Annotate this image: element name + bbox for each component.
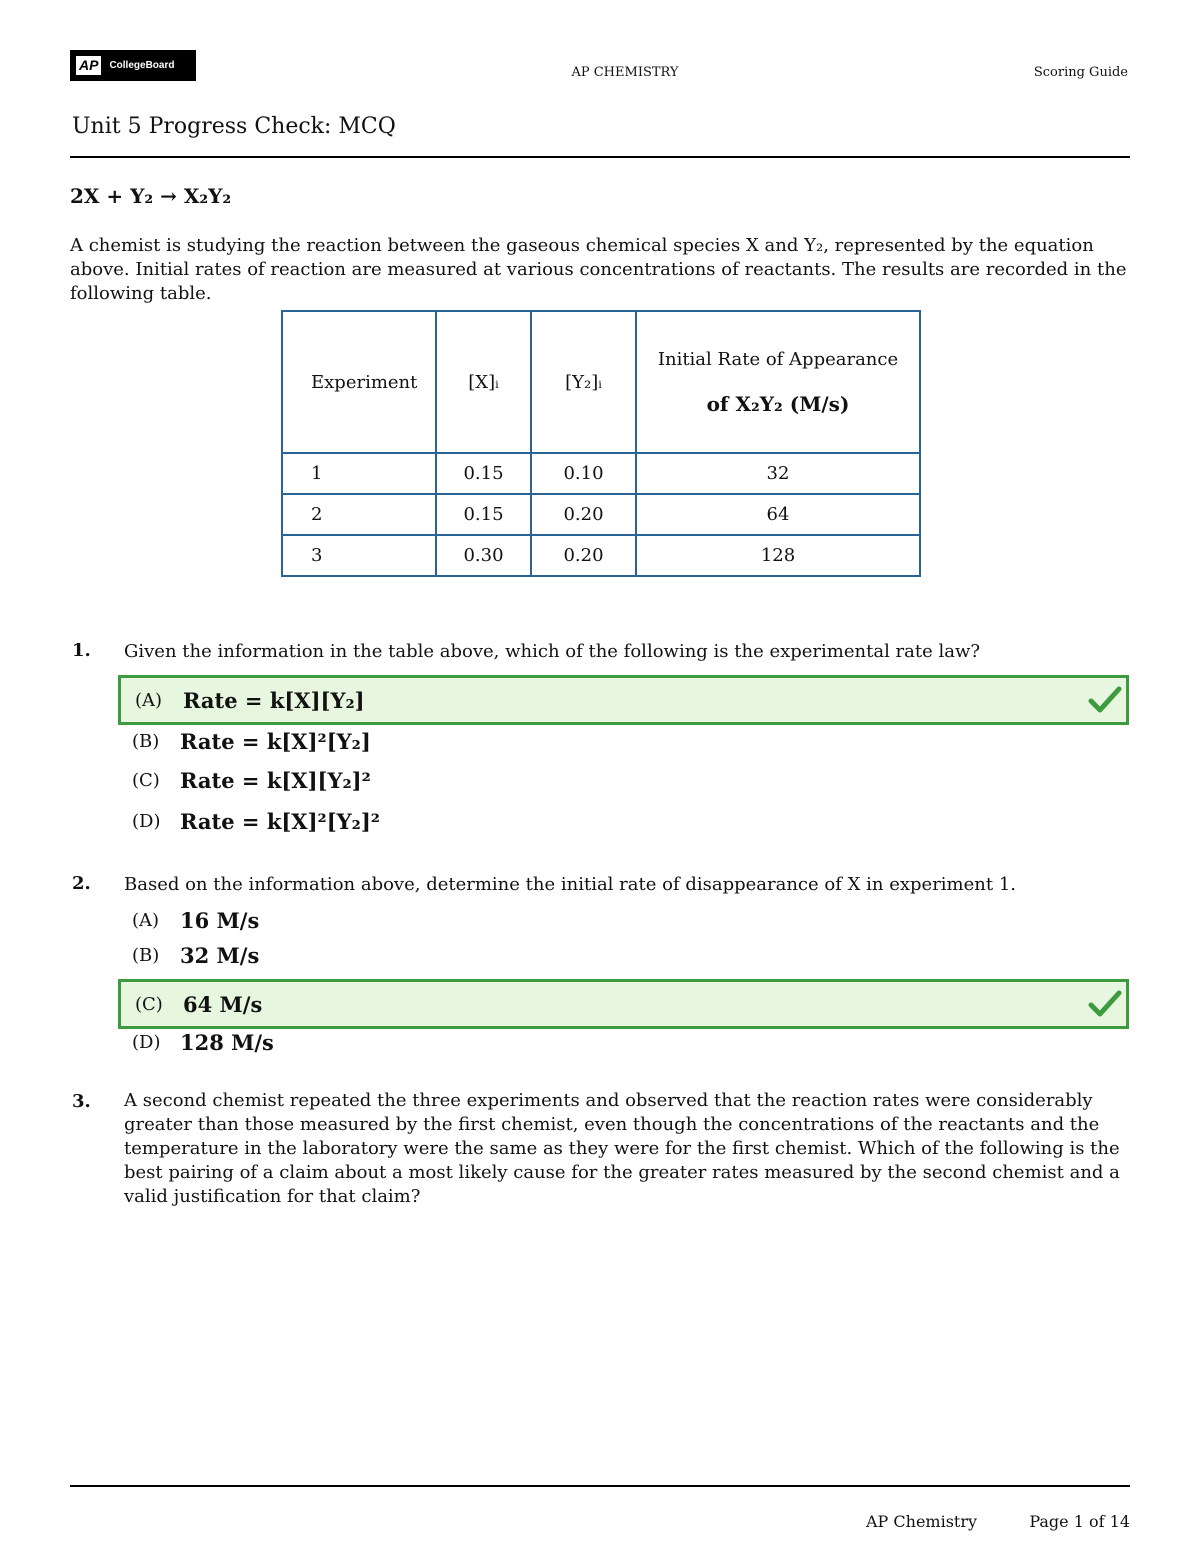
question-text: Given the information in the table above, which of the following is the experimental rate law? — [124, 641, 981, 662]
answer-option[interactable] — [118, 796, 1129, 846]
page-title: Unit 5 Progress Check: MCQ — [72, 114, 396, 139]
cell-y2: 0.20 — [531, 494, 636, 535]
option-letter: (B) — [132, 730, 160, 752]
cell-experiment: 3 — [282, 535, 436, 576]
table-row — [282, 494, 920, 535]
cell-rate: 64 — [636, 494, 920, 535]
header-course: AP CHEMISTRY — [571, 65, 679, 80]
option-text: Rate = k[X][Y₂]² — [180, 767, 371, 793]
cell-x: 0.15 — [436, 494, 531, 535]
question-number: 3. — [72, 1091, 91, 1112]
option-letter: (D) — [132, 1031, 161, 1053]
table-row — [282, 535, 920, 576]
cell-y2: 0.10 — [531, 453, 636, 494]
table-header-row — [282, 311, 920, 453]
header-y2-conc: [Y₂]ᵢ — [531, 311, 636, 453]
cell-rate: 32 — [636, 453, 920, 494]
footer-rule — [70, 1485, 1130, 1487]
question-text: A second chemist repeated the three experiments and observed that the reaction rates were considerably greater than those measured by the first chemist, even though the concentrations of the reactants and the temperature in the laboratory were the same as they were for the first chemist. Which of the following is the best pairing of a claim about a most likely cause for the greater rates measured by the second chemist and a valid justification for that claim? — [124, 1090, 1120, 1207]
option-letter: (A) — [132, 909, 160, 931]
option-letter: (B) — [132, 944, 160, 966]
answer-option[interactable] — [118, 1017, 1129, 1067]
cell-y2: 0.20 — [531, 535, 636, 576]
reaction-equation: 2X + Y₂ → X₂Y₂ — [70, 184, 232, 208]
title-rule — [70, 156, 1130, 158]
option-text: 64 M/s — [183, 991, 263, 1017]
option-letter: (C) — [135, 993, 163, 1015]
table-row — [282, 453, 920, 494]
cell-x: 0.15 — [436, 453, 531, 494]
option-text: 128 M/s — [180, 1029, 274, 1055]
logo-brand: CollegeBoard — [109, 60, 175, 71]
cell-experiment: 2 — [282, 494, 436, 535]
cell-x: 0.30 — [436, 535, 531, 576]
footer-course: AP Chemistry — [866, 1512, 978, 1531]
header-rate-line2: of X₂Y₂ (M/s) — [706, 391, 850, 416]
option-text: Rate = k[X]²[Y₂] — [180, 728, 371, 754]
intro-paragraph: A chemist is studying the reaction between the gaseous chemical species X and Y₂, represented by the equation above. Initial rates of reaction are measured at various concentrations of reactants. The results are recorded in the following table. — [70, 235, 1127, 304]
option-text: Rate = k[X]²[Y₂]² — [180, 808, 380, 834]
rate-data-table — [281, 310, 921, 577]
option-text: Rate = k[X][Y₂] — [183, 687, 365, 713]
logo-ap: AP — [76, 56, 101, 75]
question-number: 2. — [72, 873, 91, 894]
header-guide: Scoring Guide — [1033, 65, 1128, 80]
header-x-conc: [X]ᵢ — [436, 311, 531, 453]
question-text: Based on the information above, determine the initial rate of disappearance of X in experiment 1. — [124, 874, 1016, 895]
cell-rate: 128 — [636, 535, 920, 576]
answer-option[interactable] — [118, 930, 1129, 980]
checkmark-icon — [1088, 989, 1122, 1019]
checkmark-icon — [1088, 685, 1122, 715]
question-number: 1. — [72, 640, 91, 661]
option-letter: (D) — [132, 810, 161, 832]
cell-experiment: 1 — [282, 453, 436, 494]
option-text: 16 M/s — [180, 907, 260, 933]
option-letter: (A) — [135, 689, 163, 711]
header-rate-line1: Initial Rate of Appearance — [657, 348, 899, 370]
header-experiment: Experiment — [282, 311, 436, 453]
option-letter: (C) — [132, 769, 160, 791]
option-text: 32 M/s — [180, 942, 260, 968]
header-rate — [636, 311, 920, 453]
page-number: Page 1 of 14 — [1029, 1512, 1130, 1531]
